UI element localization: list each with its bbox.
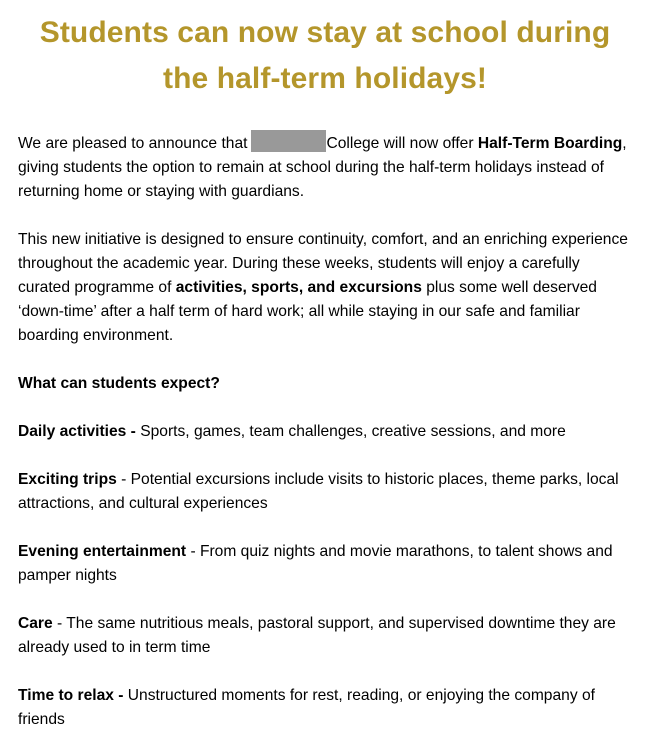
headline [18, 0, 632, 102]
list-item-daily-activities [18, 420, 632, 444]
intro-paragraph [18, 130, 632, 204]
item-text: Unstructured moments for rest, reading, or enjoying the company of friends [18, 687, 595, 728]
item-title: Time to relax - [18, 687, 124, 704]
item-text: - From quiz nights and movie marathons, to talent shows and pamper nights [18, 543, 613, 584]
intro-rest: , giving students the option to remain at school during the half-term holidays instead of returning home or staying with guardians. [18, 135, 627, 200]
headline-line-1: Students can now stay at school during [39, 16, 611, 49]
list-item-exciting-trips [18, 468, 632, 516]
announcement-body [18, 130, 632, 732]
list-item-evening-entertainment [18, 540, 632, 588]
initiative-before-bold: This new initiative is designed to ensure continuity, comfort, and an enriching experience throughout the academic year. During these weeks, students will enjoy a carefully curated programme of [18, 231, 628, 296]
list-item-time-to-relax [18, 684, 632, 732]
initiative-paragraph [18, 228, 632, 348]
intro-after-name: College will now offer [326, 135, 478, 152]
initiative-bold: activities, sports, and excursions [175, 279, 422, 296]
redacted-college-name [251, 130, 326, 152]
expect-heading [18, 372, 632, 396]
item-title: Daily activities - [18, 423, 136, 440]
list-item-care [18, 612, 632, 660]
item-title: Evening entertainment [18, 543, 187, 560]
initiative-after-bold: plus some well deserved ‘down-time’ after a half term of hard work; all while staying in our safe and familiar boarding environment. [18, 279, 597, 344]
intro-bold-half-term-boarding: Half-Term Boarding [477, 135, 623, 152]
item-text: - The same nutritious meals, pastoral support, and supervised downtime they are already used to in term time [18, 615, 616, 656]
expect-heading-text: What can students expect? [18, 375, 220, 392]
intro-before-name: We are pleased to announce that [18, 135, 248, 152]
headline-line-2: the half-term holidays! [162, 62, 487, 95]
item-title: Exciting trips [18, 471, 117, 488]
item-title: Care [18, 615, 53, 632]
item-text: Sports, games, team challenges, creative sessions, and more [135, 423, 566, 440]
item-text: - Potential excursions include visits to historic places, theme parks, local attractions, and cultural experiences [18, 471, 619, 512]
